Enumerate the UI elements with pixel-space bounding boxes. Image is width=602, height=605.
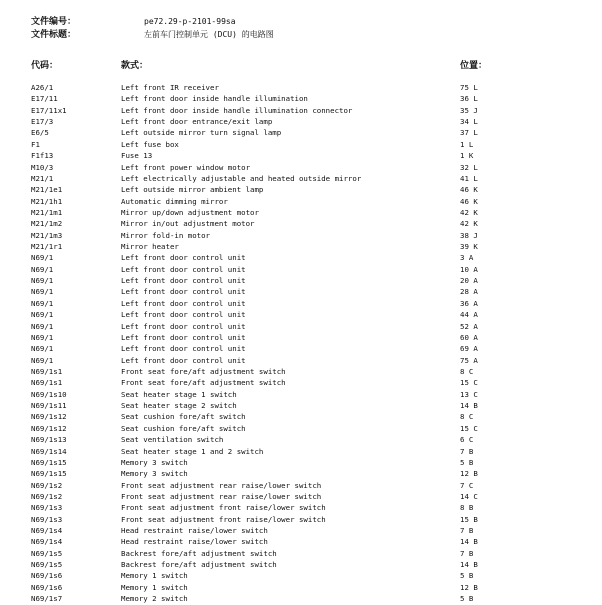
table-row <box>0 400 602 411</box>
component-name: Seat heater stage 1 switch <box>121 389 237 399</box>
component-name: Left front door control unit <box>121 253 246 263</box>
component-location: 38 J <box>460 230 478 240</box>
component-location: 3 A <box>460 253 474 263</box>
table-row <box>0 116 602 127</box>
component-location: 52 A <box>460 321 478 331</box>
table-row <box>0 252 602 263</box>
location-column-header: 位置： <box>460 61 488 71</box>
component-location: 8 C <box>460 366 474 376</box>
component-location: 7 B <box>460 446 474 456</box>
component-name: Memory 3 switch <box>121 457 188 467</box>
table-row <box>0 286 602 297</box>
component-location: 41 L <box>460 173 478 183</box>
table-row <box>0 536 602 547</box>
component-code: N69/1s3 <box>31 503 63 513</box>
table-row <box>0 570 602 581</box>
component-code: N69/1s5 <box>31 560 63 570</box>
component-code: N69/1 <box>31 321 54 331</box>
component-code: M21/1h1 <box>31 196 63 206</box>
component-code: M21/1e1 <box>31 185 63 195</box>
table-row <box>0 173 602 184</box>
component-location: 46 K <box>460 196 478 206</box>
component-code: N69/1s12 <box>31 423 67 433</box>
component-code: N69/1s13 <box>31 435 67 445</box>
component-location: 15 C <box>460 378 478 388</box>
table-row <box>0 446 602 457</box>
component-location: 5 B <box>460 571 474 581</box>
table-row <box>0 309 602 320</box>
table-row <box>0 275 602 286</box>
component-name: Left front door control unit <box>121 310 246 320</box>
table-row <box>0 321 602 332</box>
component-code: N69/1s11 <box>31 401 67 411</box>
component-name: Left front door control unit <box>121 344 246 354</box>
component-name: Seat ventilation switch <box>121 435 224 445</box>
component-name: Head restraint raise/lower switch <box>121 526 268 536</box>
table-row <box>0 423 602 434</box>
component-location: 8 B <box>460 503 474 513</box>
component-location: 42 K <box>460 207 478 217</box>
component-name: Memory 2 switch <box>121 594 188 604</box>
component-code: N69/1 <box>31 310 54 320</box>
component-code: N69/1s1 <box>31 366 63 376</box>
table-row <box>0 559 602 570</box>
component-code: N69/1 <box>31 253 54 263</box>
file-number-label: 文件编号： <box>31 17 77 27</box>
component-code: N69/1s1 <box>31 378 63 388</box>
component-name: Mirror heater <box>121 242 179 252</box>
component-location: 1 L <box>460 139 474 149</box>
component-location: 36 A <box>460 298 478 308</box>
component-location: 14 B <box>460 401 478 411</box>
component-name: Automatic dimming mirror <box>121 196 228 206</box>
component-name: Front seat fore/aft adjustment switch <box>121 366 286 376</box>
component-list <box>0 82 602 605</box>
table-row <box>0 162 602 173</box>
component-name: Left front door control unit <box>121 321 246 331</box>
component-code: M21/1r1 <box>31 242 63 252</box>
component-code: N69/1 <box>31 276 54 286</box>
component-name: Seat cushion fore/aft switch <box>121 412 246 422</box>
component-code: N69/1s2 <box>31 491 63 501</box>
component-name: Left fuse box <box>121 139 179 149</box>
component-code: N69/1 <box>31 355 54 365</box>
table-row <box>0 389 602 400</box>
component-name: Left outside mirror turn signal lamp <box>121 128 282 138</box>
table-row <box>0 184 602 195</box>
table-row <box>0 105 602 116</box>
component-name: Left front door entrance/exit lamp <box>121 117 273 127</box>
component-location: 75 L <box>460 83 478 92</box>
table-row <box>0 366 602 377</box>
name-column-header: 款式： <box>121 61 149 71</box>
component-name: Left front door control unit <box>121 332 246 342</box>
table-row <box>0 582 602 593</box>
component-location: 7 C <box>460 480 474 490</box>
component-name: Front seat adjustment rear raise/lower switch <box>121 480 322 490</box>
component-name: Left outside mirror ambient lamp <box>121 185 264 195</box>
table-row <box>0 343 602 354</box>
table-row <box>0 434 602 445</box>
component-location: 6 C <box>460 435 474 445</box>
table-row <box>0 514 602 525</box>
code-column-header: 代码： <box>31 61 59 71</box>
table-row <box>0 298 602 309</box>
file-title-label: 文件标题： <box>31 30 77 40</box>
component-location: 69 A <box>460 344 478 354</box>
component-name: Front seat fore/aft adjustment switch <box>121 378 286 388</box>
table-row <box>0 491 602 502</box>
table-row <box>0 196 602 207</box>
component-name: Mirror up/down adjustment motor <box>121 207 259 217</box>
component-location: 44 A <box>460 310 478 320</box>
table-row <box>0 480 602 491</box>
component-location: 8 C <box>460 412 474 422</box>
table-row <box>0 457 602 468</box>
component-location: 7 B <box>460 526 474 536</box>
component-name: Memory 1 switch <box>121 571 188 581</box>
table-row <box>0 411 602 422</box>
component-name: Left front door control unit <box>121 276 246 286</box>
component-name: Memory 1 switch <box>121 582 188 592</box>
component-code: N69/1s12 <box>31 412 67 422</box>
component-code: N69/1s6 <box>31 582 63 592</box>
component-location: 42 K <box>460 219 478 229</box>
component-code: N69/1 <box>31 298 54 308</box>
component-name: Seat heater stage 2 switch <box>121 401 237 411</box>
component-name: Memory 3 switch <box>121 469 188 479</box>
component-code: N69/1s15 <box>31 469 67 479</box>
component-code: F1 <box>31 139 40 149</box>
component-name: Left front door control unit <box>121 298 246 308</box>
component-code: N69/1s6 <box>31 571 63 581</box>
table-row <box>0 207 602 218</box>
component-code: M21/1m1 <box>31 207 63 217</box>
table-row <box>0 82 602 93</box>
table-row <box>0 332 602 343</box>
file-title-value: 左前车门控制单元 (DCU) 的电路图 <box>144 30 274 39</box>
component-location: 15 C <box>460 423 478 433</box>
table-row <box>0 139 602 150</box>
component-location: 46 K <box>460 185 478 195</box>
table-row <box>0 150 602 161</box>
component-name: Left front door inside handle illumination <box>121 94 308 104</box>
component-name: Fuse 13 <box>121 151 153 161</box>
component-code: M10/3 <box>31 162 54 172</box>
table-row <box>0 241 602 252</box>
component-location: 1 K <box>460 151 474 161</box>
component-name: Mirror fold-in motor <box>121 230 210 240</box>
component-code: N69/1s15 <box>31 457 67 467</box>
component-location: 60 A <box>460 332 478 342</box>
component-code: E17/3 <box>31 117 54 127</box>
component-location: 37 L <box>460 128 478 138</box>
component-code: N69/1s7 <box>31 594 63 604</box>
table-row <box>0 525 602 536</box>
component-location: 36 L <box>460 94 478 104</box>
component-name: Backrest fore/aft adjustment switch <box>121 560 277 570</box>
component-name: Front seat adjustment rear raise/lower switch <box>121 491 322 501</box>
component-code: N69/1 <box>31 332 54 342</box>
component-code: F1f13 <box>31 151 54 161</box>
component-location: 34 L <box>460 117 478 127</box>
component-code: N69/1 <box>31 264 54 274</box>
component-location: 10 A <box>460 264 478 274</box>
component-code: N69/1s4 <box>31 537 63 547</box>
component-location: 20 A <box>460 276 478 286</box>
component-location: 14 C <box>460 491 478 501</box>
component-name: Left front door control unit <box>121 355 246 365</box>
component-location: 12 B <box>460 469 478 479</box>
table-row <box>0 93 602 104</box>
component-code: N69/1s3 <box>31 514 63 524</box>
component-name: Front seat adjustment front raise/lower switch <box>121 503 326 513</box>
table-row <box>0 468 602 479</box>
component-location: 12 B <box>460 582 478 592</box>
component-name: Mirror in/out adjustment motor <box>121 219 255 229</box>
component-code: N69/1s10 <box>31 389 67 399</box>
table-row <box>0 502 602 513</box>
component-name: Left front door inside handle illumination connector <box>121 105 353 115</box>
component-code: M21/1m2 <box>31 219 63 229</box>
component-location: 5 B <box>460 594 474 604</box>
component-location: 14 B <box>460 560 478 570</box>
component-location: 15 B <box>460 514 478 524</box>
component-location: 28 A <box>460 287 478 297</box>
component-code: N69/1s4 <box>31 526 63 536</box>
component-name: Left front power window motor <box>121 162 251 172</box>
component-code: M21/1 <box>31 173 54 183</box>
component-code: N69/1s2 <box>31 480 63 490</box>
component-code: E17/11 <box>31 94 58 104</box>
component-name: Front seat adjustment front raise/lower switch <box>121 514 326 524</box>
table-row <box>0 127 602 138</box>
component-location: 5 B <box>460 457 474 467</box>
component-name: Head restraint raise/lower switch <box>121 537 268 547</box>
component-code: N69/1s14 <box>31 446 67 456</box>
component-location: 7 B <box>460 548 474 558</box>
component-code: A26/1 <box>31 83 54 92</box>
table-row <box>0 230 602 241</box>
component-code: N69/1 <box>31 344 54 354</box>
component-location: 75 A <box>460 355 478 365</box>
component-code: N69/1s5 <box>31 548 63 558</box>
component-name: Left electrically adjustable and heated outside mirror <box>121 173 362 183</box>
component-location: 35 J <box>460 105 478 115</box>
component-code: N69/1 <box>31 287 54 297</box>
table-row <box>0 548 602 559</box>
component-name: Backrest fore/aft adjustment switch <box>121 548 277 558</box>
table-row <box>0 377 602 388</box>
component-name: Left front IR receiver <box>121 83 219 92</box>
component-name: Left front door control unit <box>121 264 246 274</box>
component-location: 13 C <box>460 389 478 399</box>
component-location: 39 K <box>460 242 478 252</box>
file-number-value: pe72.29-p-2101-99sa <box>144 17 236 26</box>
component-code: E6/5 <box>31 128 49 138</box>
component-location: 32 L <box>460 162 478 172</box>
component-name: Seat cushion fore/aft switch <box>121 423 246 433</box>
component-code: E17/11x1 <box>31 105 67 115</box>
table-row <box>0 264 602 275</box>
table-row <box>0 218 602 229</box>
component-location: 14 B <box>460 537 478 547</box>
table-row <box>0 355 602 366</box>
component-name: Left front door control unit <box>121 287 246 297</box>
component-name: Seat heater stage 1 and 2 switch <box>121 446 264 456</box>
component-code: M21/1m3 <box>31 230 63 240</box>
